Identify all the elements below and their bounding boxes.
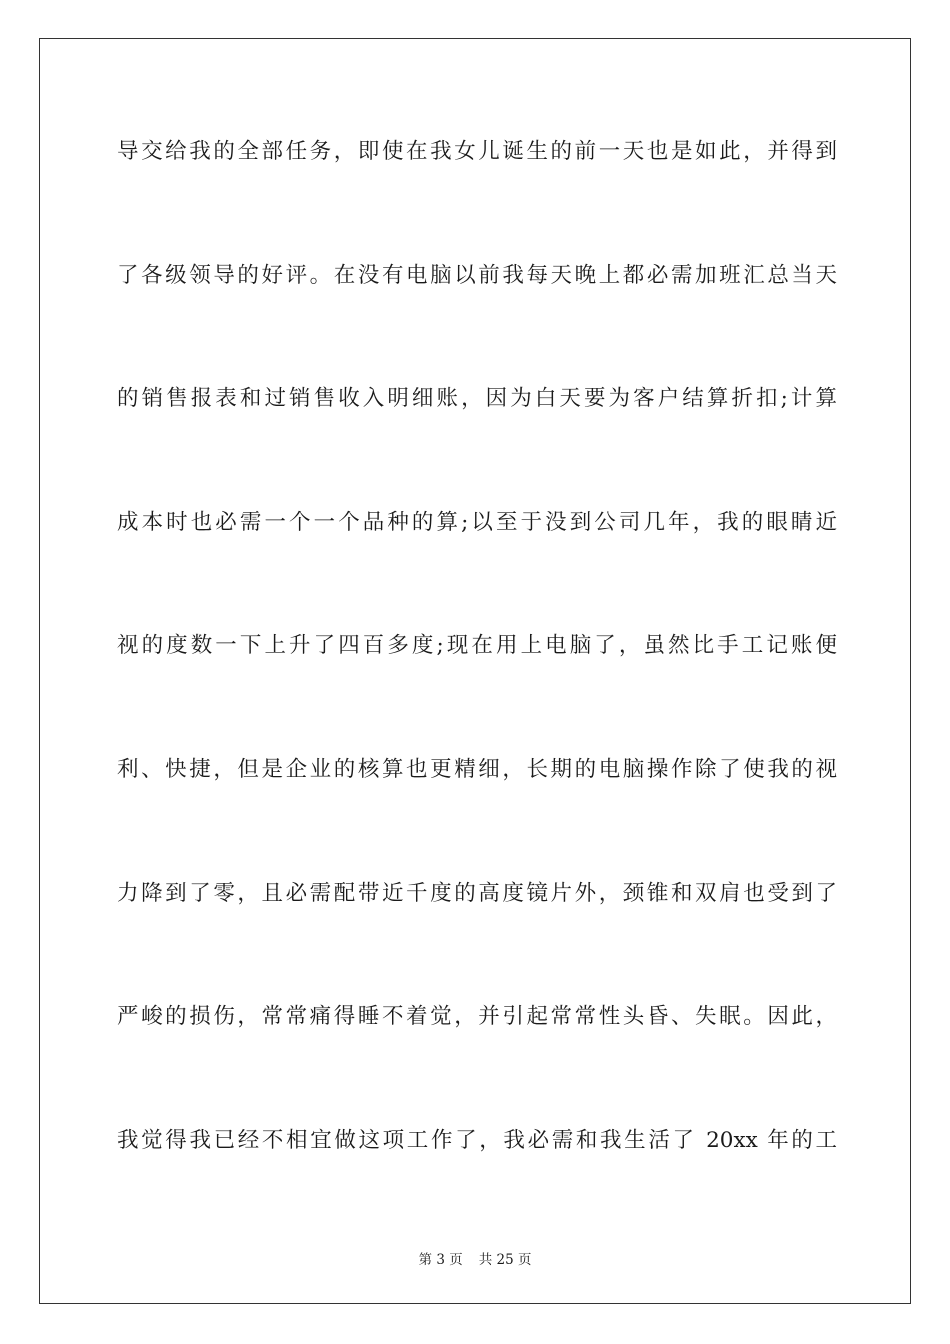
- text-line: 的销售报表和过销售收入明细账，因为白天要为客户结算折扣;计算: [117, 386, 837, 412]
- text-line: 视的度数一下上升了四百多度;现在用上电脑了，虽然比手工记账便: [117, 633, 837, 659]
- page-number: 第 3 页: [418, 1252, 463, 1268]
- text-line: 导交给我的全部任务，即使在我女儿诞生的前一天也是如此，并得到: [117, 139, 837, 164]
- text-line: 严峻的损伤，常常痛得睡不着觉，并引起常常性头昏、失眠。因此，: [117, 1004, 837, 1030]
- text-line: 力降到了零，且必需配带近千度的高度镜片外，颈锥和双肩也受到了: [117, 880, 837, 906]
- text-line: 我觉得我已经不相宜做这项工作了，我必需和我生活了 20xx 年的工: [117, 1127, 837, 1153]
- page-footer: [0, 1248, 950, 1268]
- document-body: [117, 130, 837, 1242]
- text-line: 利、快捷，但是企业的核算也更精细，长期的电脑操作除了使我的视: [117, 756, 837, 782]
- page-total: 共 25 页: [478, 1252, 532, 1268]
- text-line: 成本时也必需一个一个品种的算;以至于没到公司几年，我的眼睛近: [117, 509, 837, 535]
- text-line: 了各级领导的好评。在没有电脑以前我每天晚上都必需加班汇总当天: [117, 262, 837, 288]
